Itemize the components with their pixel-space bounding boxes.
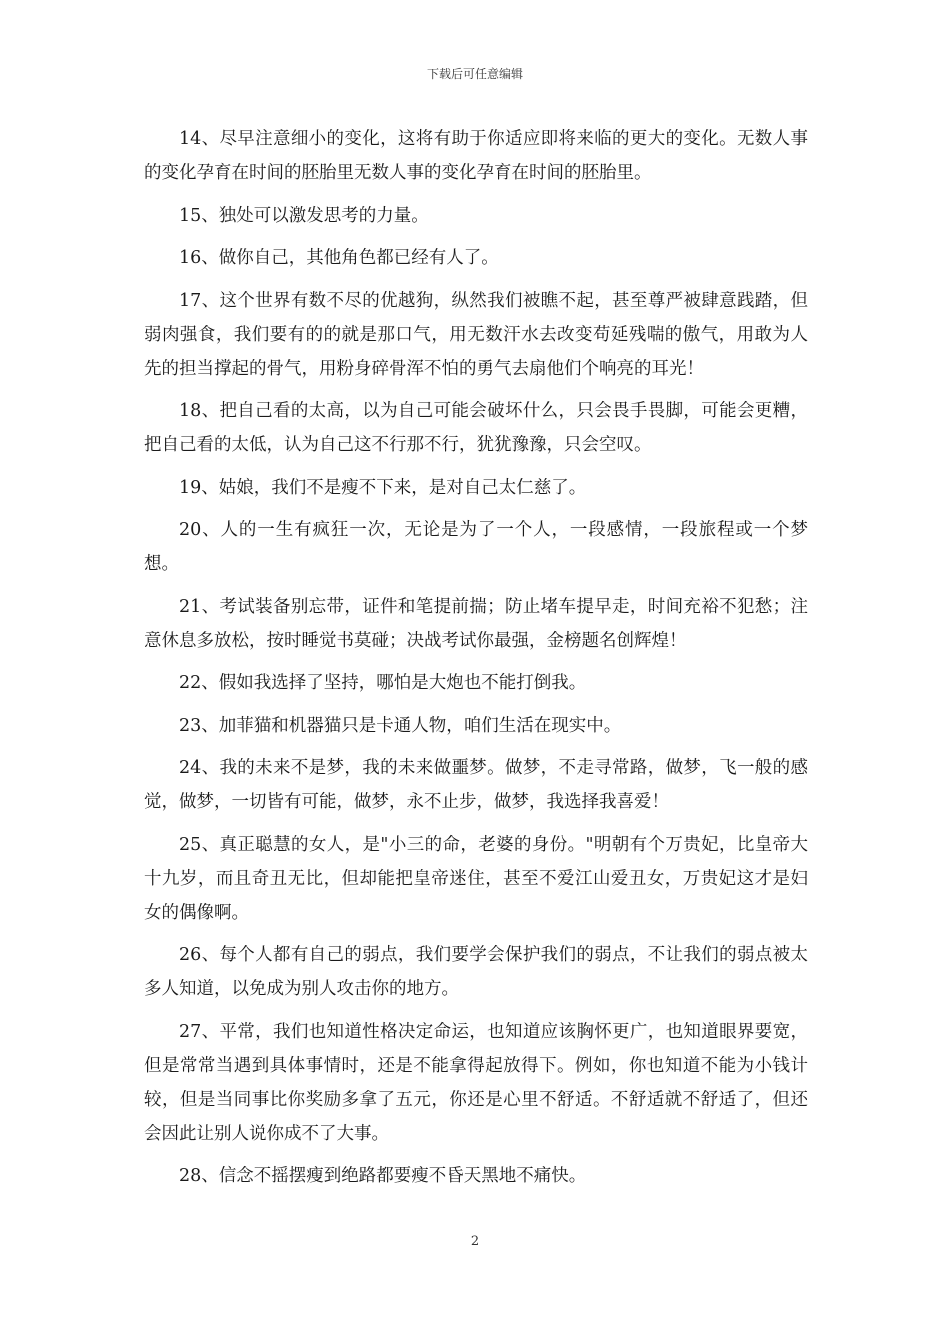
paragraph-24: 24、我的未来不是梦，我的未来做噩梦。做梦，不走寻常路，做梦，飞一般的感觉，做梦，一切皆有可能，做梦，永不止步，做梦，我选择我喜爱！ [144,758,808,812]
paragraph-25: 25、真正聪慧的女人，是"小三的命，老婆的身份。"明朝有个万贵妃，比皇帝大十九岁，而且奇丑无比，但却能把皇帝迷住，甚至不爱江山爱丑女，万贵妃这才是妇女的偶像啊。 [144,834,808,923]
paragraph-19: 19、姑娘，我们不是瘦不下来，是对自己太仁慈了。 [179,477,587,498]
paragraph-18: 18、把自己看的太高，以为自己可能会破坏什么，只会畏手畏脚，可能会更糟，把自己看的太低，认为自己这不行那不行，犹犹豫豫，只会空叹。 [144,401,808,455]
paragraph-21: 21、考试装备别忘带，证件和笔提前揣；防止堵车提早走，时间充裕不犯愁；注意休息多放松，按时睡觉书莫碰；决战考试你最强，金榜题名创辉煌！ [144,596,808,651]
paragraph-23: 23、加菲猫和机器猫只是卡通人物，咱们生活在现实中。 [179,715,622,736]
document-body [144,122,808,1202]
page-header: 下载后可任意编辑 [426,67,523,81]
paragraph-16: 16、做你自己，其他角色都已经有人了。 [179,248,499,268]
paragraph-27: 27、平常，我们也知道性格决定命运，也知道应该胸怀更广，也知道眼界要宽，但是常常当遇到具体事情时，还是不能拿得起放得下。例如，你也知道不能为小钱计较，但是当同事比你奖励多拿了五元，你还是心里不舒适。不舒适就不舒适了，但还会因此让别人说你成不了大事。 [144,1021,808,1144]
paragraph-20: 20、人的一生有疯狂一次，无论是为了一个人，一段感情，一段旅程或一个梦想。 [144,520,808,574]
paragraph-15: 15、独处可以激发思考的力量。 [179,205,429,226]
paragraph-28: 28、信念不摇摆瘦到绝路都要瘦不昏天黑地不痛快。 [179,1166,587,1186]
paragraph-26: 26、每个人都有自己的弱点，我们要学会保护我们的弱点，不让我们的弱点被太多人知道，以免成为别人攻击你的地方。 [144,945,808,999]
paragraph-17: 17、这个世界有数不尽的优越狗，纵然我们被瞧不起，甚至尊严被肆意践踏，但弱肉强食，我们要有的的就是那口气，用无数汗水去改变苟延残喘的傲气，用敢为人先的担当撑起的骨气，用粉身碎骨浑不怕的勇气去扇他们个响亮的耳光！ [144,290,808,379]
page-number: 2 [470,1234,480,1249]
paragraph-14: 14、尽早注意细小的变化，这将有助于你适应即将来临的更大的变化。无数人事的变化孕育在时间的胚胎里无数人事的变化孕育在时间的胚胎里。 [144,129,808,183]
paragraph-22: 22、假如我选择了坚持，哪怕是大炮也不能打倒我。 [179,673,587,693]
